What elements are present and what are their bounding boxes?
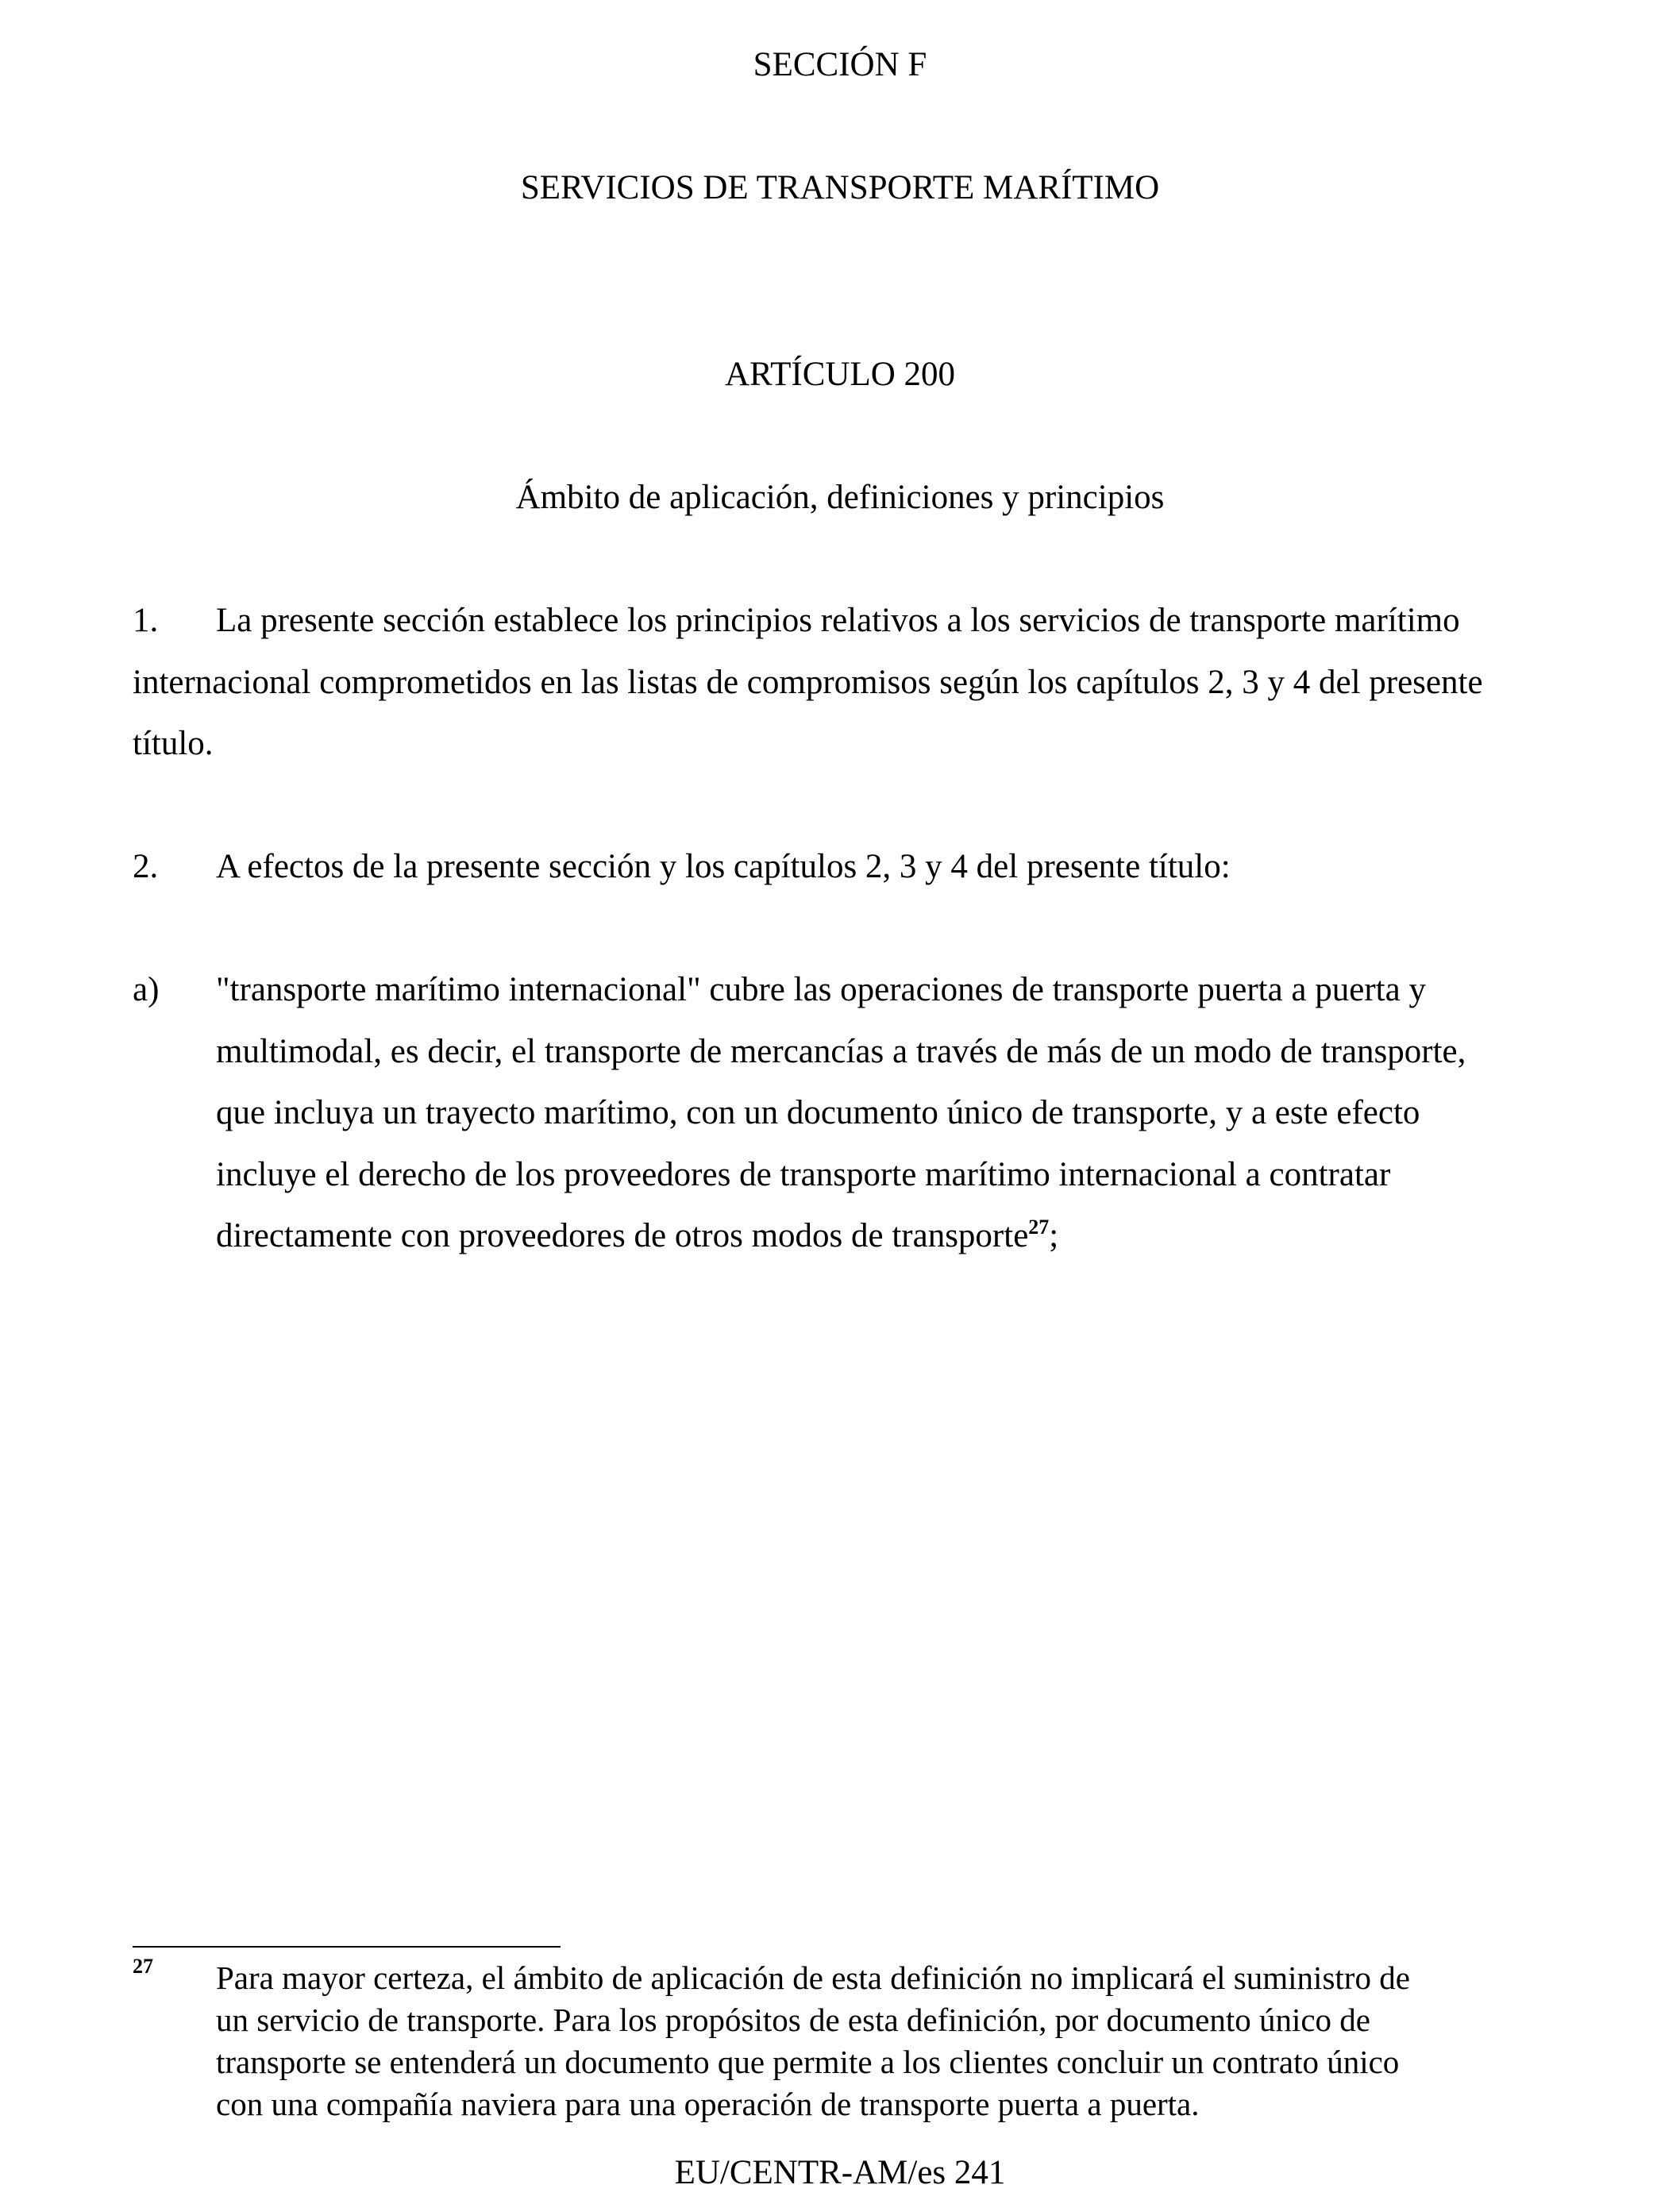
item-a-line: multimodal, es decir, el transporte de mercancías a través de más de un modo de transporte, (216, 1033, 1466, 1070)
article-title: Ámbito de aplicación, definiciones y principios (515, 479, 1165, 516)
item-a-line: incluye el derecho de los proveedores de transporte marítimo internacional a contratar (216, 1156, 1391, 1193)
item-a-line: "transporte marítimo internacional" cubre las operaciones de transporte puerta a puerta y (216, 971, 1426, 1008)
footnote-line: con una compañía naviera para una operación de transporte puerta a puerta. (216, 2086, 1200, 2122)
footnote-reference[interactable]: 27 (1028, 1216, 1050, 1239)
paragraph-1-line: título. (133, 725, 214, 762)
paragraph-1-line: internacional comprometidos en las listas de compromisos según los capítulos 2, 3 y 4 del presente (133, 664, 1483, 701)
footnote-line: transporte se entenderá un documento que permite a los clientes concluir un contrato único (216, 2044, 1400, 2080)
paragraph-1-line: La presente sección establece los principios relativos a los servicios de transporte marítimo (216, 602, 1460, 639)
item-a-label: a) (133, 971, 160, 1008)
paragraph-1-number: 1. (133, 602, 159, 639)
paragraph-2-number: 2. (133, 848, 159, 885)
item-a-line: que incluya un trayecto marítimo, con un documento único de transporte, y a este efecto (216, 1094, 1420, 1131)
footnote-line: Para mayor certeza, el ámbito de aplicación de esta definición no implicará el suministro de (216, 1959, 1410, 1996)
item-a-line: directamente con proveedores de otros modos de transporte (216, 1217, 1029, 1254)
footnote-number: 27 (133, 1955, 153, 1978)
article-heading: ARTÍCULO 200 (724, 356, 956, 393)
footnote-separator (133, 1946, 561, 1948)
item-a-last-line (216, 1216, 1058, 1256)
section-heading: SECCIÓN F (753, 46, 927, 83)
paragraph-2-text: A efectos de la presente sección y los capítulos 2, 3 y 4 del presente título: (216, 848, 1231, 885)
section-title: SERVICIOS DE TRANSPORTE MARÍTIMO (520, 169, 1160, 206)
item-a-end-punctuation: ; (1049, 1217, 1059, 1254)
page-footer: EU/CENTR-AM/es 241 (674, 2154, 1006, 2191)
footnote-line: un servicio de transporte. Para los propósitos de esta definición, por documento único de (216, 2002, 1370, 2038)
